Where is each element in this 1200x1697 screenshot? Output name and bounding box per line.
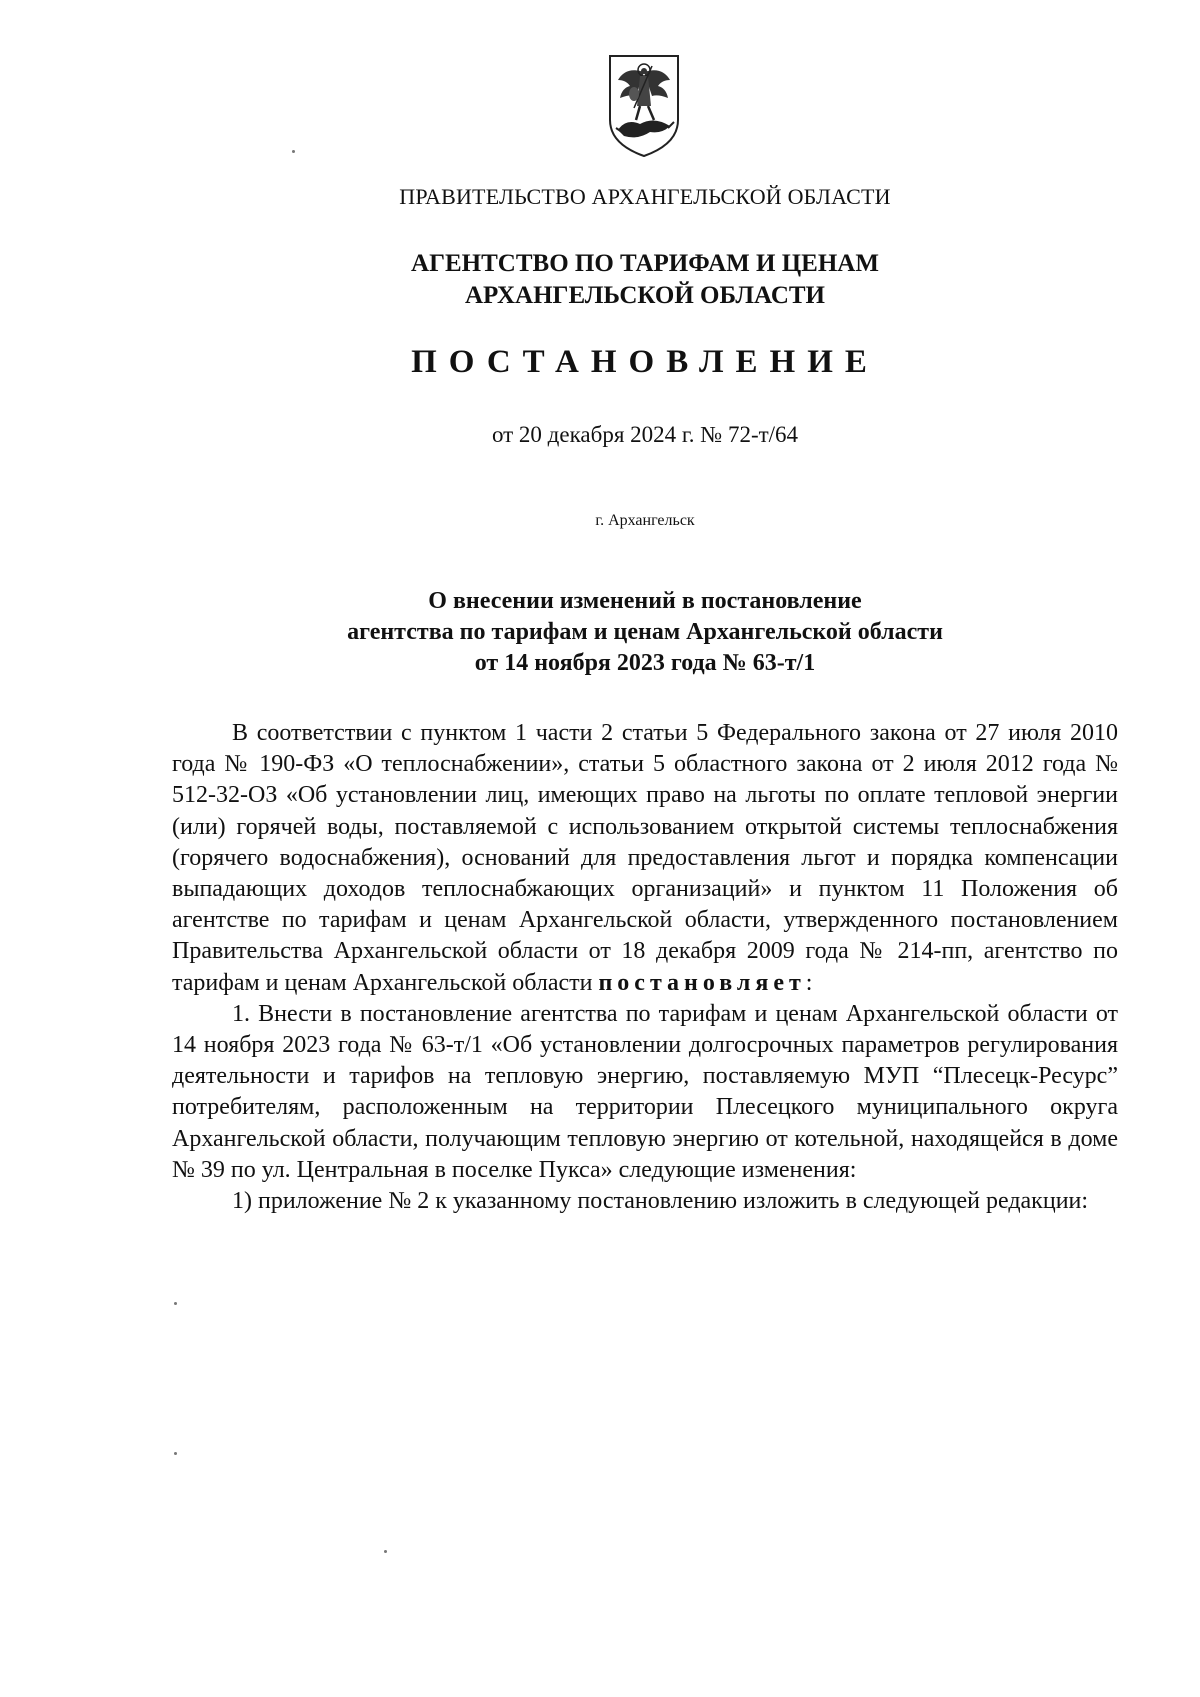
- subject-line3: от 14 ноября 2023 года № 63-т/1: [474, 650, 816, 676]
- scan-speck: [174, 1302, 177, 1305]
- item-1-1-paragraph: 1) приложение № 2 к указанному постановлению изложить в следующей редакции:: [232, 1188, 1089, 1215]
- scan-speck: [384, 1550, 387, 1553]
- decree-colon: :: [805, 969, 813, 996]
- government-name: ПРАВИТЕЛЬСТВО АРХАНГЕЛЬСКОЙ ОБЛАСТИ: [399, 184, 891, 209]
- subject-line1: О внесении изменений в постановление: [428, 588, 862, 614]
- subject-line2: агентства по тарифам и ценам Архангельской области: [347, 619, 943, 645]
- document-body: [172, 718, 1118, 1217]
- document-date-number: от 20 декабря 2024 г. № 72-т/64: [491, 422, 799, 447]
- scan-speck: [174, 1452, 177, 1455]
- document-type: ПОСТАНОВЛЕНИЕ: [411, 344, 879, 380]
- document-city: г. Архангельск: [595, 512, 695, 529]
- preamble-paragraph: [172, 718, 1118, 999]
- document-subject: [0, 586, 1200, 679]
- agency-name-line1: АГЕНТСТВО ПО ТАРИФАМ И ЦЕНАМ: [411, 250, 879, 277]
- item-1-paragraph: 1. Внести в постановление агентства по тарифам и ценам Архангельской области от 14 ноября 2023 года № 63-т/1 «Об установлении долгосрочных параметров регулирования деятельности и тарифов на тепловую энергию, поставляемую МУП “Плесецк-Ресурс” потребителям, расположенным на территории Плесецкого муниципального округа Архангельской области, получающим тепловую энергию от котельной, находящейся в доме № 39 по ул. Центральная в поселке Пукса» следующие изменения:: [172, 1000, 1118, 1183]
- decree-word: постановляет: [598, 969, 806, 996]
- scan-speck: [292, 150, 295, 153]
- coat-of-arms-icon: [604, 50, 684, 160]
- agency-name-line2: АРХАНГЕЛЬСКОЙ ОБЛАСТИ: [465, 282, 825, 309]
- agency-name: [0, 248, 1200, 312]
- preamble-text: В соответствии с пунктом 1 части 2 статьи 5 Федерального закона от 27 июля 2010 года № 190-ФЗ «О теплоснабжении», статьи 5 областного закона от 2 июля 2012 года № 512-32-ОЗ «Об установлении лиц, имеющих право на льготы по оплате тепловой энергии (или) горячей воды, поставляемой с использованием открытой системы теплоснабжения (горячего водоснабжения), оснований для предоставления льгот и порядка компенсации выпадающих доходов теплоснабжающих организаций» и пунктом 11 Положения об агентстве по тарифам и ценам Архангельской области, утвержденного постановлением Правительства Архангельской области от 18 декабря 2009 года № 214-пп, агентство по тарифам и ценам Архангельской области: [172, 720, 1118, 996]
